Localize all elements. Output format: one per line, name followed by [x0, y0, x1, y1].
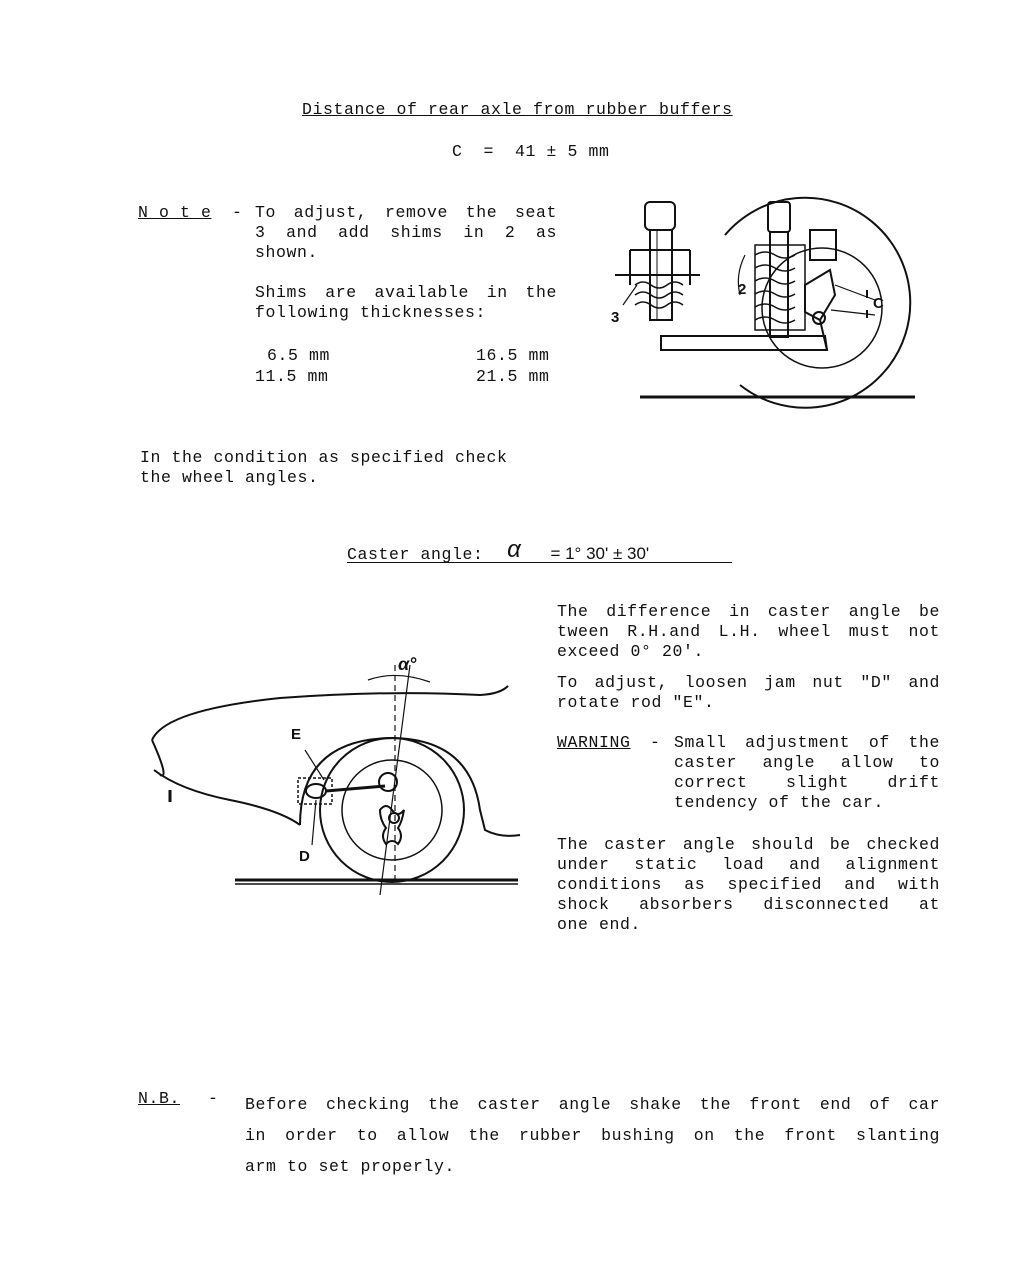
- warning-dash: -: [650, 733, 661, 752]
- thickness-value: 6.5 mm: [267, 346, 331, 365]
- thickness-value: 21.5 mm: [476, 367, 550, 386]
- note-line: To adjust, remove the seat: [255, 203, 557, 222]
- front-suspension-diagram: [140, 650, 530, 895]
- static-line: conditions as specified and with: [557, 875, 940, 894]
- warning-line: caster angle allow to: [674, 753, 940, 772]
- adjust-line: rotate rod "E".: [557, 693, 715, 712]
- page-heading: Distance of rear axle from rubber buffers: [302, 100, 733, 119]
- nb-line: Before checking the caster angle shake the front end of car: [245, 1095, 940, 1114]
- static-line: shock absorbers disconnected at: [557, 895, 940, 914]
- caster-heading: [347, 538, 732, 563]
- difference-line: exceed 0° 20'.: [557, 642, 705, 661]
- condition-text: [140, 448, 508, 488]
- static-text: [557, 835, 940, 935]
- note-line: 3 and add shims in 2 as: [255, 223, 557, 242]
- thickness-value: 16.5 mm: [476, 346, 550, 365]
- nb-label: N.B.: [138, 1089, 181, 1108]
- rear-suspension-diagram: [595, 190, 935, 410]
- condition-line: the wheel angles.: [140, 468, 319, 487]
- difference-text: [557, 602, 940, 662]
- label-e: E: [291, 726, 302, 743]
- warning-label: WARNING: [557, 733, 631, 752]
- warning-text: [674, 733, 940, 813]
- condition-line: In the condition as specified check: [140, 448, 508, 467]
- label-alpha: α°: [398, 654, 417, 674]
- static-line: under static load and alignment: [557, 855, 940, 874]
- caster-value: = 1° 30' ± 30': [550, 544, 650, 563]
- static-line: one end.: [557, 915, 642, 934]
- label-3: 3: [611, 309, 620, 326]
- formula-c: C = 41 ± 5 mm: [452, 142, 610, 161]
- static-line: The caster angle should be checked: [557, 835, 940, 854]
- label-c: C: [873, 295, 884, 312]
- warning-line: correct slight drift: [674, 773, 940, 792]
- difference-line: tween R.H.and L.H. wheel must not: [557, 622, 940, 641]
- caster-label: Caster angle:: [347, 545, 484, 564]
- thickness-value: 11.5 mm: [255, 367, 329, 386]
- note-label: N o t e: [138, 203, 212, 222]
- note-dash: -: [232, 203, 243, 222]
- alpha-symbol: α: [507, 536, 521, 563]
- body-outline: [152, 686, 508, 740]
- label-2: 2: [738, 281, 747, 298]
- note-line: shown.: [255, 243, 319, 262]
- shims-line: Shims are available in the: [255, 283, 557, 302]
- adjust-line: To adjust, loosen jam nut "D" and: [557, 673, 940, 692]
- note-text: [255, 203, 557, 323]
- nb-dash: -: [208, 1089, 219, 1108]
- nb-line: arm to set properly.: [245, 1157, 456, 1176]
- nb-text: [245, 1089, 940, 1182]
- nb-line: in order to allow the rubber bushing on the front slanting: [245, 1126, 940, 1145]
- warning-line: Small adjustment of the: [674, 733, 940, 752]
- warning-line: tendency of the car.: [674, 793, 885, 812]
- label-d: D: [299, 848, 310, 865]
- difference-line: The difference in caster angle be: [557, 602, 940, 621]
- adjust-text: [557, 673, 940, 713]
- shims-line: following thicknesses:: [255, 303, 487, 322]
